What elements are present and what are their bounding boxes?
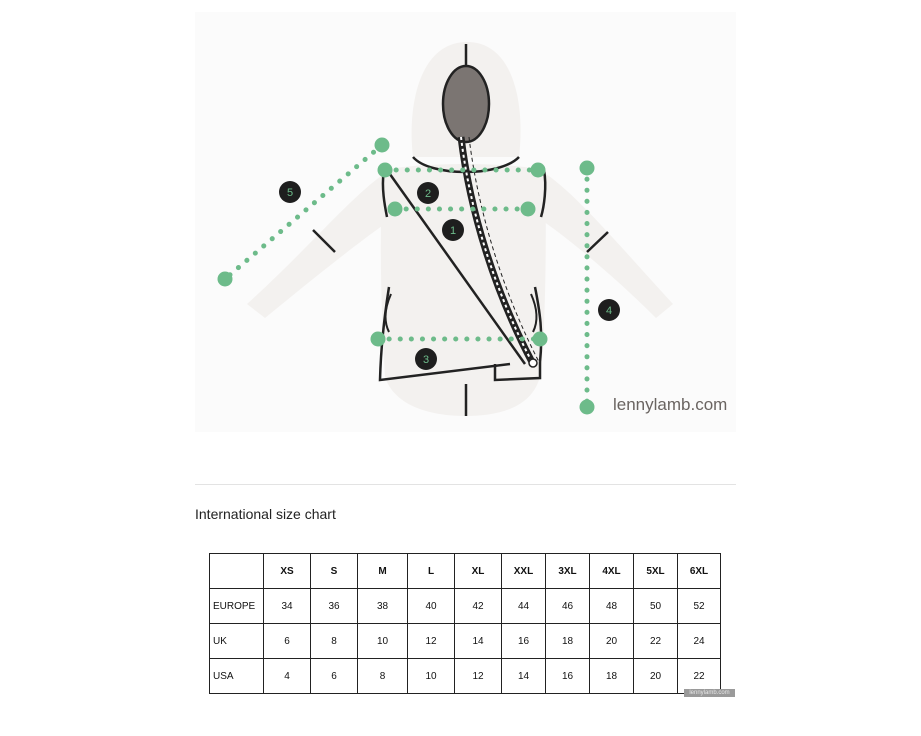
- column-header-3xl: 3XL: [546, 554, 590, 589]
- row-label-europe: EUROPE: [210, 589, 264, 624]
- endpoint-dot: [371, 332, 386, 347]
- table-cell: 42: [455, 589, 502, 624]
- zipper-pull: [529, 359, 537, 367]
- table-cell: 44: [502, 589, 546, 624]
- watermark-badge: lennylamb.com: [684, 689, 735, 697]
- table-cell: 48: [590, 589, 634, 624]
- table-cell: 36: [311, 589, 358, 624]
- table-cell: 40: [408, 589, 455, 624]
- endpoint-dot: [378, 163, 393, 178]
- table-cell: 20: [634, 659, 678, 694]
- section-divider: [195, 484, 736, 485]
- table-cell: 8: [358, 659, 408, 694]
- endpoint-dot: [388, 202, 403, 217]
- table-cell: 18: [590, 659, 634, 694]
- endpoint-dot: [218, 272, 233, 287]
- marker-number-3: 3: [422, 354, 430, 366]
- jacket-measurement-diagram: [195, 12, 736, 432]
- table-cell: 22: [634, 624, 678, 659]
- marker-number-5: 5: [286, 187, 294, 199]
- column-header-xl: XL: [455, 554, 502, 589]
- table-cell: 38: [358, 589, 408, 624]
- face-opening: [443, 66, 489, 142]
- table-cell: 16: [546, 659, 590, 694]
- table-cell: 50: [634, 589, 678, 624]
- marker-badge-2: [417, 182, 439, 204]
- table-cell: 46: [546, 589, 590, 624]
- row-label-usa: USA: [210, 659, 264, 694]
- column-header-xxl: XXL: [502, 554, 546, 589]
- endpoint-dot: [531, 163, 546, 178]
- marker-badge-1: [442, 219, 464, 241]
- table-cell: 34: [264, 589, 311, 624]
- endpoint-dot: [375, 138, 390, 153]
- endpoint-dot: [580, 161, 595, 176]
- table-cell: 14: [455, 624, 502, 659]
- table-row: [210, 624, 721, 659]
- table-cell: 12: [455, 659, 502, 694]
- table-cell: 12: [408, 624, 455, 659]
- row-label-uk: UK: [210, 624, 264, 659]
- table-cell: 8: [311, 624, 358, 659]
- column-header-m: M: [358, 554, 408, 589]
- marker-badge-4: [598, 299, 620, 321]
- table-row: [210, 589, 721, 624]
- column-header-xs: XS: [264, 554, 311, 589]
- marker-number-1: 1: [449, 225, 457, 237]
- brand-text: lennylamb.com: [613, 395, 728, 414]
- column-header-5xl: 5XL: [634, 554, 678, 589]
- marker-number-2: 2: [424, 188, 432, 200]
- table-cell: 16: [502, 624, 546, 659]
- table-row: [210, 659, 721, 694]
- table-cell: 6: [264, 624, 311, 659]
- table-cell: 18: [546, 624, 590, 659]
- marker-badge-5: [279, 181, 301, 203]
- table-cell: 22: [678, 659, 721, 694]
- table-cell: 52: [678, 589, 721, 624]
- marker-number-4: 4: [605, 305, 613, 317]
- table-cell: 6: [311, 659, 358, 694]
- size-chart-title: International size chart: [195, 506, 336, 522]
- marker-badge-3: [415, 348, 437, 370]
- endpoint-dot: [533, 332, 548, 347]
- table-cell: 10: [408, 659, 455, 694]
- table-cell: 4: [264, 659, 311, 694]
- endpoint-dot: [521, 202, 536, 217]
- table-cell: 10: [358, 624, 408, 659]
- table-cell: 24: [678, 624, 721, 659]
- table-header-row: [210, 554, 721, 589]
- column-header-l: L: [408, 554, 455, 589]
- size-chart-table: [209, 553, 721, 694]
- column-header-6xl: 6XL: [678, 554, 721, 589]
- column-header-s: S: [311, 554, 358, 589]
- endpoint-dot: [580, 400, 595, 415]
- table-cell: 14: [502, 659, 546, 694]
- table-cell: 20: [590, 624, 634, 659]
- table-corner-cell: [210, 554, 264, 589]
- column-header-4xl: 4XL: [590, 554, 634, 589]
